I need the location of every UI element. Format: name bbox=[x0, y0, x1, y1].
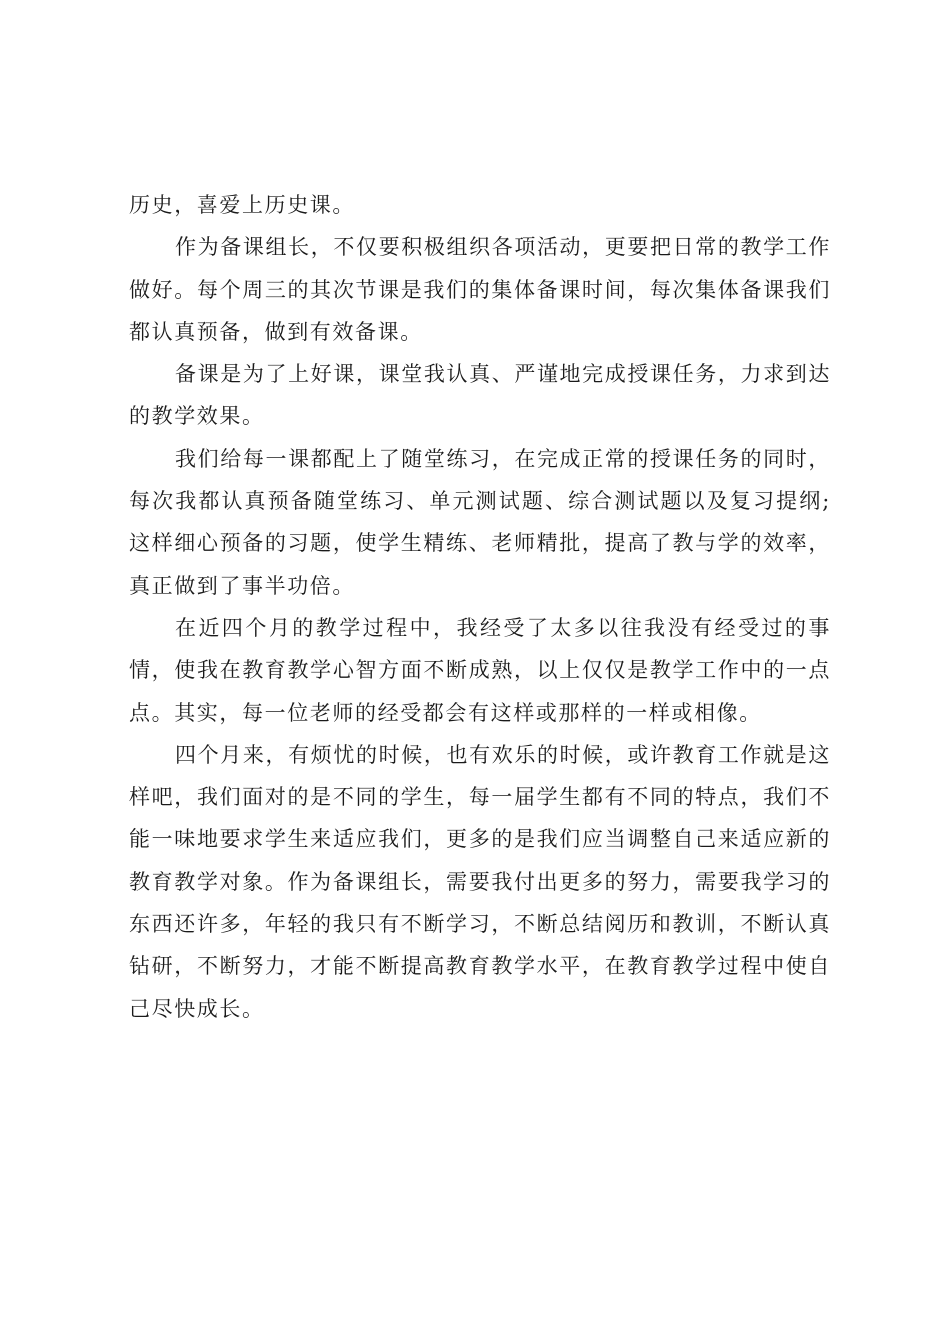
paragraph-4: 我们给每一课都配上了随堂练习，在完成正常的授课任务的同时，每次我都认真预备随堂练习、单元测试题、综合测试题以及复习提纲;这样细心预备的习题，使学生精练、老师精批，提高了教与学的效率，真正做到了事半功倍。 bbox=[129, 446, 831, 598]
paragraph-1: 历史，喜爱上历史课。 bbox=[129, 193, 355, 217]
paragraph-5: 在近四个月的教学过程中，我经受了太多以往我没有经受过的事情，使我在教育教学心智方面不断成熟，以上仅仅是教学工作中的一点点。其实，每一位老师的经受都会有这样或那样的一样或相像。 bbox=[129, 615, 831, 725]
paragraph-2: 作为备课组长，不仅要积极组织各项活动，更要把日常的教学工作做好。每个周三的其次节课是我们的集体备课时间，每次集体备课我们都认真预备，做到有效备课。 bbox=[129, 235, 831, 344]
document-body bbox=[129, 184, 831, 1030]
paragraph-3: 备课是为了上好课，课堂我认真、严谨地完成授课任务，力求到达的教学效果。 bbox=[129, 362, 831, 429]
paragraph-6: 四个月来，有烦忧的时候，也有欢乐的时候，或许教育工作就是这样吧，我们面对的是不同的学生，每一届学生都有不同的特点，我们不能一味地要求学生来适应我们，更多的是我们应当调整自己来适应新的教育教学对象。作为备课组长，需要我付出更多的努力，需要我学习的东西还许多，年轻的我只有不断学习，不断总结阅历和教训，不断认真钻研，不断努力，才能不断提高教育教学水平，在教育教学过程中使自己尽快成长。 bbox=[129, 742, 831, 1021]
